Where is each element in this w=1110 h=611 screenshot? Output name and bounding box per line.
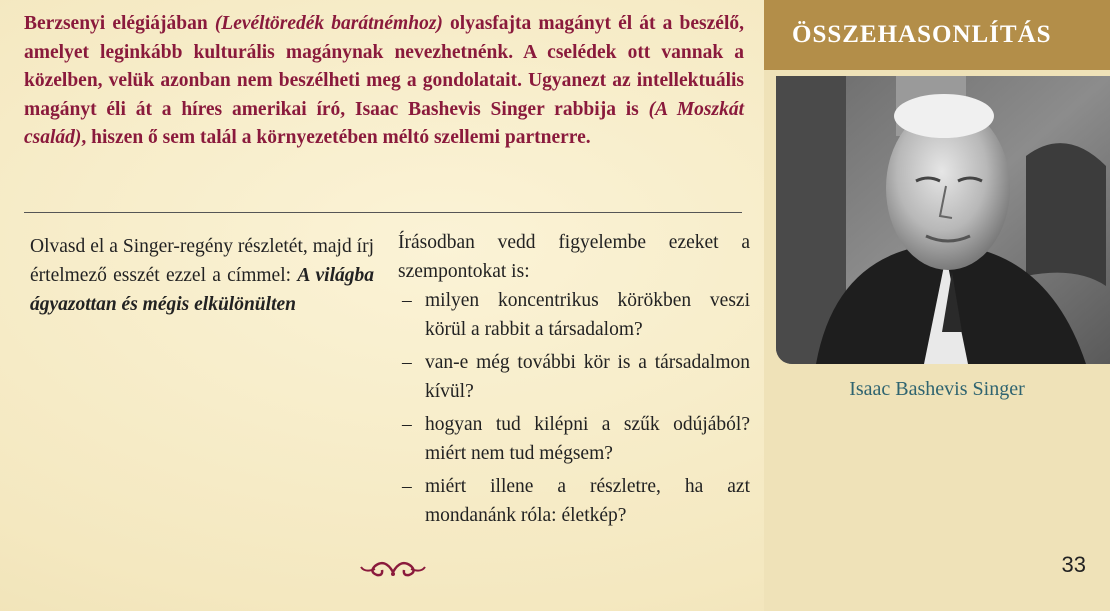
- photo-caption: Isaac Bashevis Singer: [849, 378, 1025, 400]
- dash-marker: –: [402, 290, 412, 311]
- criteria-lead: Írásodban vedd figyelembe ezeket a szempontokat is:: [398, 232, 750, 282]
- intro-text-2: olyasfajta magányt él át a beszélő, amelyet leginkább kulturális magánynak nevezhetnénk. A cselédek ott vannak a közelben, velük azonban nem beszélheti meg a gondolatait. Ugyanezt az intellektuális magányt éli át a híres amerikai író, Isaac Bashevis Singer rabbija is: [24, 13, 744, 120]
- dash-marker: –: [402, 414, 412, 435]
- criteria-item-text: miért illene a részletre, ha azt mondanánk róla: életkép?: [425, 476, 750, 526]
- list-item: [398, 410, 750, 468]
- criteria-block: [398, 228, 750, 534]
- section-title-bar: ÖSSZEHASONLÍTÁS: [764, 0, 1110, 70]
- dash-marker: –: [402, 476, 412, 497]
- page-number: 33: [1061, 552, 1086, 577]
- ornament-icon: [358, 552, 428, 582]
- intro-text-1: Berzsenyi elégiájában: [24, 13, 215, 34]
- portrait-image: [776, 76, 1110, 364]
- divider-line: [24, 212, 742, 213]
- criteria-item-text: hogyan tud kilépni a szűk odújából? miért nem tud mégsem?: [425, 414, 750, 464]
- criteria-list: [398, 286, 750, 530]
- intro-paragraph: [24, 10, 744, 153]
- list-item: [398, 286, 750, 344]
- criteria-item-text: van-e még további kör is a társadalmon kívül?: [425, 352, 750, 402]
- intro-work-title-1: (Levéltöredék barátnémhoz): [214, 13, 443, 34]
- criteria-item-text: milyen koncentrikus körökben veszi körül a rabbit a társadalom?: [425, 290, 750, 340]
- task-text: [30, 232, 374, 319]
- list-item: [398, 348, 750, 406]
- task-instruction: Olvasd el a Singer-regény részletét, majd írj értelmező esszét ezzel a címmel:: [30, 236, 374, 286]
- list-item: [398, 472, 750, 530]
- intro-work-title-2: (A Moszkát család): [24, 98, 744, 148]
- essay-title: A világba ágyazottan és mégis elkülönülten: [30, 265, 374, 315]
- portrait-photo: [776, 76, 1110, 364]
- intro-text-3: , hiszen ő sem talál a környezetében méltó szellemi partnerre.: [81, 127, 591, 148]
- dash-marker: –: [402, 352, 412, 373]
